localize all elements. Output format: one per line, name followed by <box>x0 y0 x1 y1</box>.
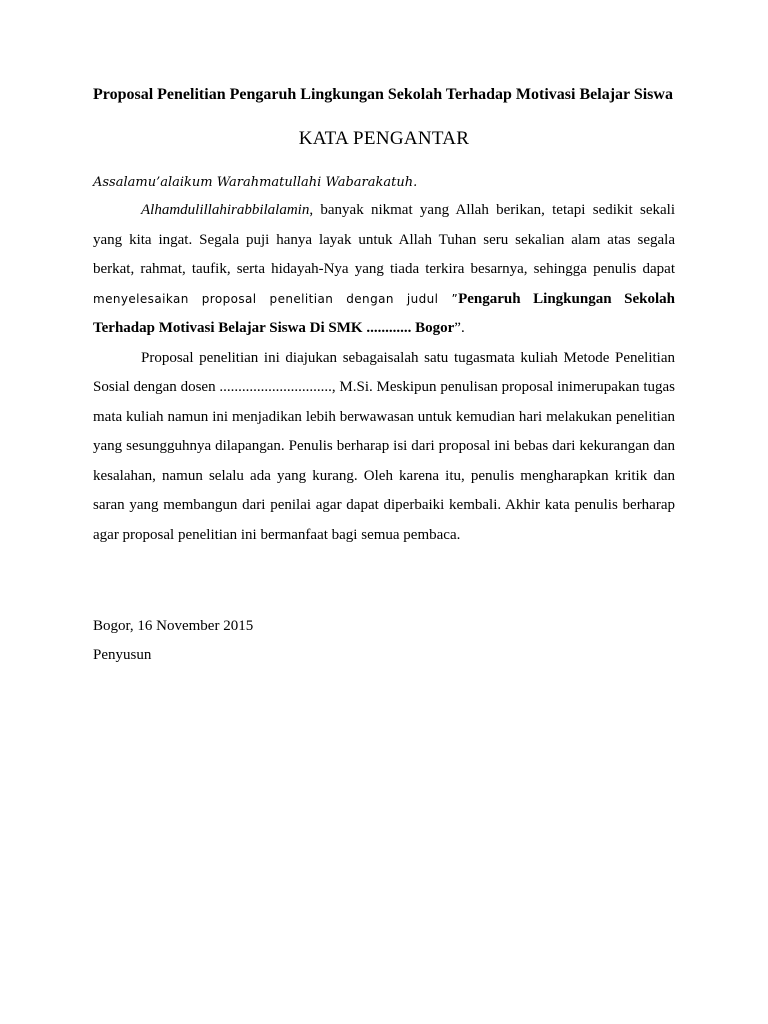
paragraph-body: Proposal penelitian ini diajukan sebagaisalah satu tugasmata kuliah Metode Penelitian Sosial dengan dosen .............................., M.Si. Meskipun penulisan proposal inimerupakan tugas mata kuliah namun ini menjadikan lebih berwawasan untuk kemudian hari melakukan penelitian yang sesungguhnya dilapangan. Penulis berharap isi dari proposal ini bebas dari kekurangan dan kesalahan, namun selalu ada yang kurang. Oleh karena itu, penulis mengharapkan kritik dan saran yang membangun dari penilai agar dapat diperbaiki kembali. Akhir kata penulis berharap agar proposal penelitian ini bermanfaat bagi semua pembaca. <box>93 349 675 543</box>
opening-phrase: Alhamdulillahirabbilalamin <box>141 202 310 218</box>
paragraph-opening-text: , banyak nikmat yang Allah berikan, tetapi sedikit sekali yang kita ingat. Segala puji hanya layak untuk Allah Tuhan seru sekalian alam atas segala berkat, rahmat, taufik, serta hidayah-Nya yang tiada terkira besarnya, sehingga penulis dapat <box>93 202 675 277</box>
signer-label: Penyusun <box>93 647 152 663</box>
place-date: Bogor, 16 November 2015 <box>93 618 254 634</box>
section-heading: KATA PENGANTAR <box>298 128 470 149</box>
document-title: Proposal Penelitian Pengaruh Lingkungan Sekolah Terhadap Motivasi Belajar Siswa <box>93 86 673 103</box>
document-page <box>93 86 675 670</box>
greeting-text: Assalamu’alaikum Warahmatullahi Wabarakatuh. <box>93 175 418 190</box>
paragraph-opening-end: ”. <box>454 320 465 336</box>
paragraph-opening <box>93 196 675 344</box>
research-title: Pengaruh Lingkungan Sekolah Terhadap Motivasi Belajar Siswa Di SMK ............ Bogor <box>93 290 675 336</box>
paragraph-opening-spaced-text: menyelesaikan proposal penelitian dengan judul ” <box>93 291 459 306</box>
